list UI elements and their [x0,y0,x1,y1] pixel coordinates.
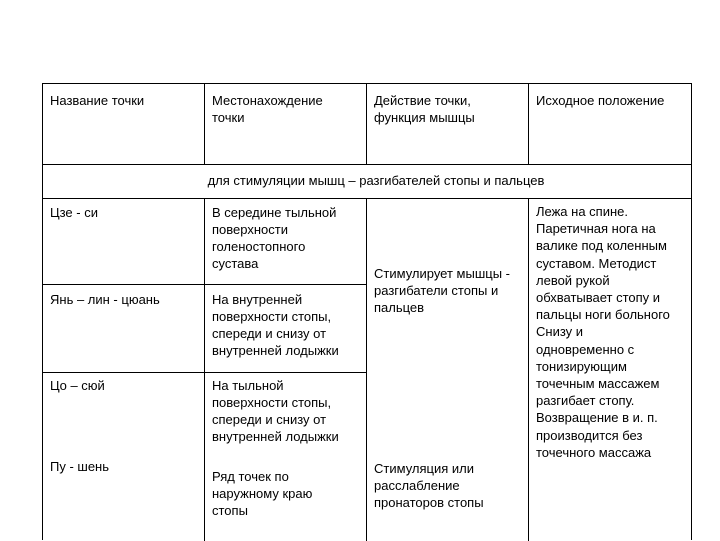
section-divider [43,198,691,199]
point-location: На тыльной поверхности стопы, спереди и снизу от внутренней лодыжки [212,378,339,444]
header-initial: Исходное положение [536,93,665,108]
header-location: Местонахождение точки [212,93,323,125]
point-name: Янь – лин - цюань [50,292,160,307]
initial-position-text: Лежа на спине. Паретичная нога на валике под коленным суставом. Методист левой рукой обхватывает стопу и пальцы ноги больного Снизу и одновременно с тонизирующим точечным массажем разгибает стопу. Возвращение в и. п. производится без точечного массажа [536,204,670,460]
col-divider-3 [528,198,529,541]
section-title: для стимуляции мышц – разгибателей стопы и пальцев [207,173,545,188]
point-location: Ряд точек по наружному краю стопы [212,469,313,518]
col-divider-1 [204,198,205,541]
col-divider-1-top [204,84,205,164]
point-location: В середине тыльной поверхности голеностопного сустава [212,205,337,271]
point-massage-table [42,83,692,540]
point-name: Пу - шень [50,459,110,474]
action-group-1: Стимулирует мышцы - разгибатели стопы и пальцев [374,266,510,315]
col-divider-3-top [528,84,529,164]
header-divider [43,164,691,165]
header-name: Название точки [50,93,145,108]
point-name: Цзе - си [50,205,98,220]
action-group-2: Стимуляция или расслабление пронаторов стопы [374,461,484,510]
col-divider-2-top [366,84,367,164]
point-name: Цо – сюй [50,378,105,393]
col-divider-2 [366,198,367,541]
header-action: Действие точки, функция мышцы [374,93,475,125]
point-location: На внутренней поверхности стопы, спереди и снизу от внутренней лодыжки [212,292,339,358]
